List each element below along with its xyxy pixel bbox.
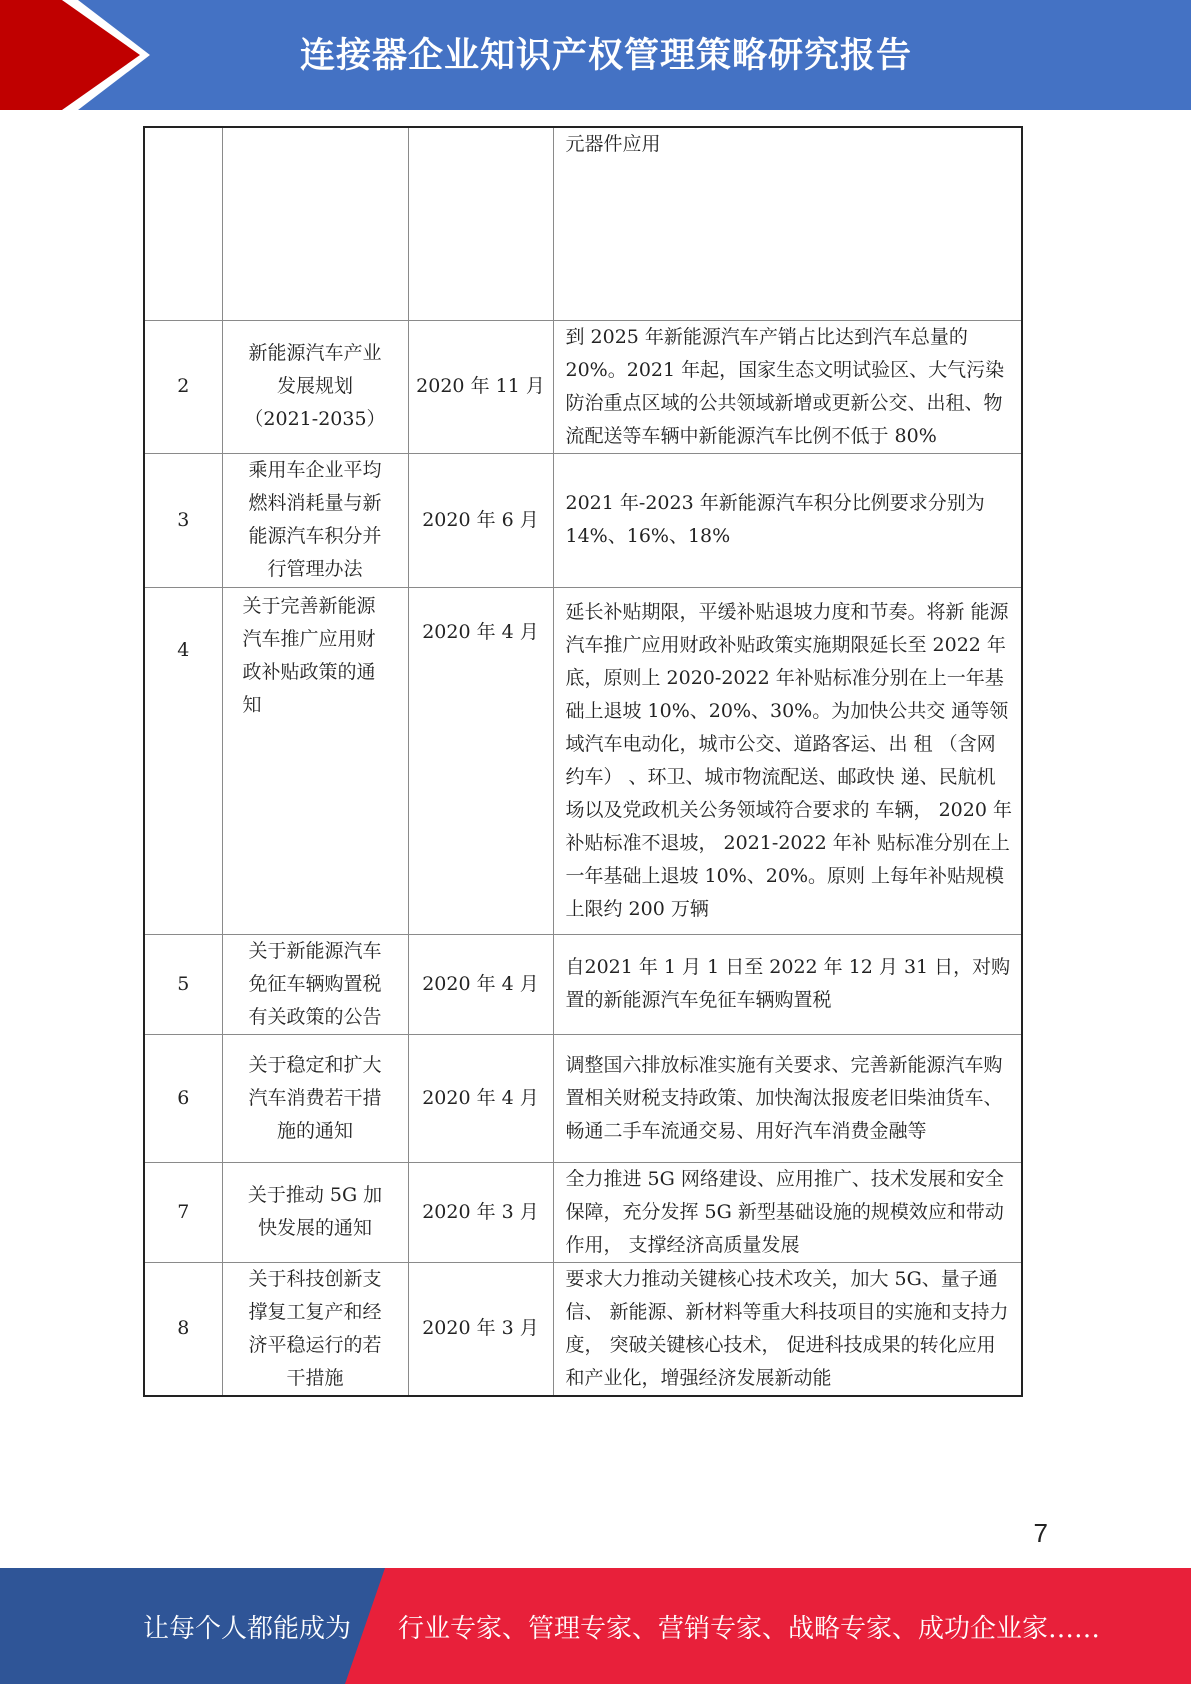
policy-date: 2020 年 3 月	[408, 1262, 553, 1396]
row-number: 3	[144, 453, 222, 587]
policy-name: 关于完善新能源汽车推广应用财政补贴政策的通知	[222, 587, 408, 934]
table-row	[144, 453, 1022, 587]
policy-table	[143, 126, 1023, 1397]
page-footer	[0, 1568, 1191, 1684]
policy-name: 关于推动 5G 加快发展的通知	[222, 1162, 408, 1262]
header-arrow-decoration	[0, 0, 160, 110]
table-row	[144, 934, 1022, 1034]
policy-date: 2020 年 4 月	[408, 587, 553, 934]
table-row	[144, 320, 1022, 453]
policy-description: 要求大力推动关键核心技术攻关，加大 5G、量子通信、 新能源、新材料等重大科技项目的实施和支持力度， 突破关键核心技术， 促进科技成果的转化应用和产业化，增强经济发展新动能	[553, 1262, 1022, 1396]
policy-name: 关于稳定和扩大汽车消费若干措施的通知	[222, 1034, 408, 1162]
policy-date: 2020 年 3 月	[408, 1162, 553, 1262]
table-row	[144, 127, 1022, 320]
row-number: 2	[144, 320, 222, 453]
page-number: 7	[1033, 1518, 1048, 1548]
policy-name	[222, 127, 408, 320]
policy-description: 到 2025 年新能源汽车产销占比达到汽车总量的20%。2021 年起，国家生态文明试验区、大气污染防治重点区域的公共领域新增或更新公交、出租、物流配送等车辆中新能源汽车比例不低于 80%	[553, 320, 1022, 453]
policy-date: 2020 年 11 月	[408, 320, 553, 453]
table-row	[144, 587, 1022, 934]
policy-date: 2020 年 4 月	[408, 1034, 553, 1162]
row-number: 5	[144, 934, 222, 1034]
policy-description: 自2021 年 1 月 1 日至 2022 年 12 月 31 日，对购 置的新能源汽车免征车辆购置税	[553, 934, 1022, 1034]
policy-description: 全力推进 5G 网络建设、应用推广、技术发展和安全保障，充分发挥 5G 新型基础设施的规模效应和带动作用， 支撑经济高质量发展	[553, 1162, 1022, 1262]
policy-description: 2021 年-2023 年新能源汽车积分比例要求分别为 14%、16%、18%	[553, 453, 1022, 587]
policy-description: 调整国六排放标准实施有关要求、完善新能源汽车购置相关财税支持政策、加快淘汰报废老旧柴油货车、畅通二手车流通交易、用好汽车消费金融等	[553, 1034, 1022, 1162]
table-row	[144, 1034, 1022, 1162]
footer-slogan-left: 让每个人都能成为	[143, 1614, 352, 1644]
policy-name: 乘用车企业平均燃料消耗量与新能源汽车积分并行管理办法	[222, 453, 408, 587]
policy-description: 元器件应用	[553, 127, 1022, 320]
policy-date	[408, 127, 553, 320]
table-row	[144, 1162, 1022, 1262]
page-header	[0, 0, 1191, 110]
report-title: 连接器企业知识产权管理策略研究报告	[300, 36, 913, 76]
policy-description: 延长补贴期限，平缓补贴退坡力度和节奏。将新 能源汽车推广应用财政补贴政策实施期限延长至 2022 年底，原则上 2020-2022 年补贴标准分别在上一年基础上退坡 10%、20%、30%。为加快公共交 通等领域汽车电动化，城市公交、道路客运、出 租 （含网约车） 、环卫、城市物流配送、邮政快 递、民航机场以及党政机关公务领域符合要求的 车辆， 2020 年补贴标准不退坡， 2021-2022 年补 贴标准分别在上一年基础上退坡 10%、20%。原则 上每年补贴规模上限约 200 万辆	[553, 587, 1022, 934]
row-number: 8	[144, 1262, 222, 1396]
row-number: 4	[144, 587, 222, 934]
policy-name: 新能源汽车产业发展规划（2021-2035）	[222, 320, 408, 453]
row-number: 7	[144, 1162, 222, 1262]
table-row	[144, 1262, 1022, 1396]
footer-slogan-right: 行业专家、管理专家、营销专家、战略专家、成功企业家……	[398, 1614, 1101, 1644]
policy-name: 关于科技创新支撑复工复产和经济平稳运行的若干措施	[222, 1262, 408, 1396]
policy-name: 关于新能源汽车免征车辆购置税有关政策的公告	[222, 934, 408, 1034]
row-number: 6	[144, 1034, 222, 1162]
policy-date: 2020 年 4 月	[408, 934, 553, 1034]
row-number	[144, 127, 222, 320]
policy-date: 2020 年 6 月	[408, 453, 553, 587]
